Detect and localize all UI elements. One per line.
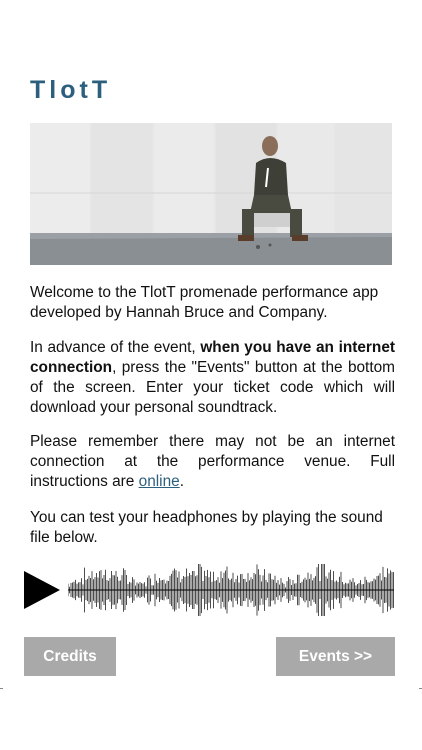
warning-text-part1: Please remember there may not be an internet connection at the performance venue. Full instructions are xyxy=(30,433,395,490)
intro-instructions-text xyxy=(30,338,395,418)
waveform-icon[interactable] xyxy=(68,562,394,618)
intro-headphones-text: You can test your headphones by playing the sound file below. xyxy=(30,509,383,546)
events-button[interactable]: Events >> xyxy=(276,637,395,676)
instructions-bold-text: when you have an internet connection xyxy=(30,339,396,376)
instructions-text-part2: , press the "Events" button at the bottom of the screen. Enter your ticket code which will download your personal soundtrack. xyxy=(30,359,395,416)
intro-welcome-text: Welcome to the TlotT promenade performance app developed by Hannah Bruce and Company. xyxy=(30,284,379,321)
online-link[interactable]: online xyxy=(138,473,180,490)
warning-text-part2: . xyxy=(179,473,184,490)
audio-player xyxy=(24,562,396,618)
hero-image xyxy=(30,123,392,265)
instructions-text-part1: In advance of the event, xyxy=(30,339,201,356)
credits-button[interactable]: Credits xyxy=(24,637,116,676)
intro-warning-text xyxy=(30,432,395,492)
play-icon[interactable] xyxy=(24,571,60,609)
app-title: TlotT xyxy=(30,76,112,104)
left-edge-mark xyxy=(0,688,3,689)
